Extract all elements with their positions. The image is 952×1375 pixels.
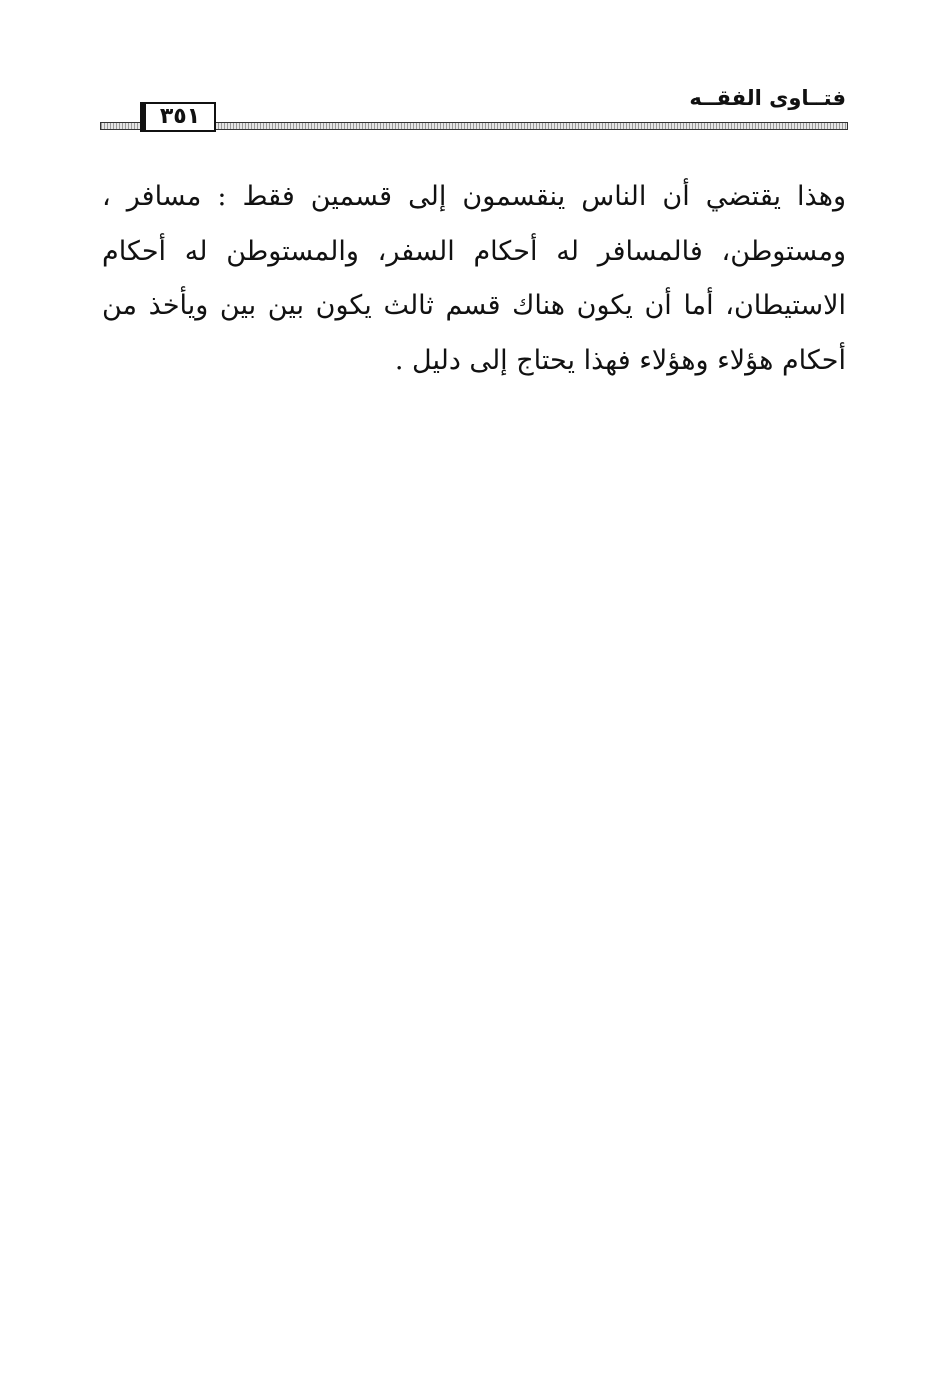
page-header <box>100 84 848 136</box>
page-number: ٣٥١ <box>144 102 216 132</box>
running-title: فتــاوى الفقــه <box>689 86 846 110</box>
body-paragraph: وهذا يقتضي أن الناس ينقسمون إلى قسمين فقط : مسافر ، ومستوطن، فالمسافر له أحكام السفر، والمستوطن له أحكام الاستيطان، أما أن يكون هناك قسم ثالث يكون بين بين ويأخذ من أحكام هؤلاء وهؤلاء فهذا يحتاج إلى دليل . <box>102 181 846 376</box>
